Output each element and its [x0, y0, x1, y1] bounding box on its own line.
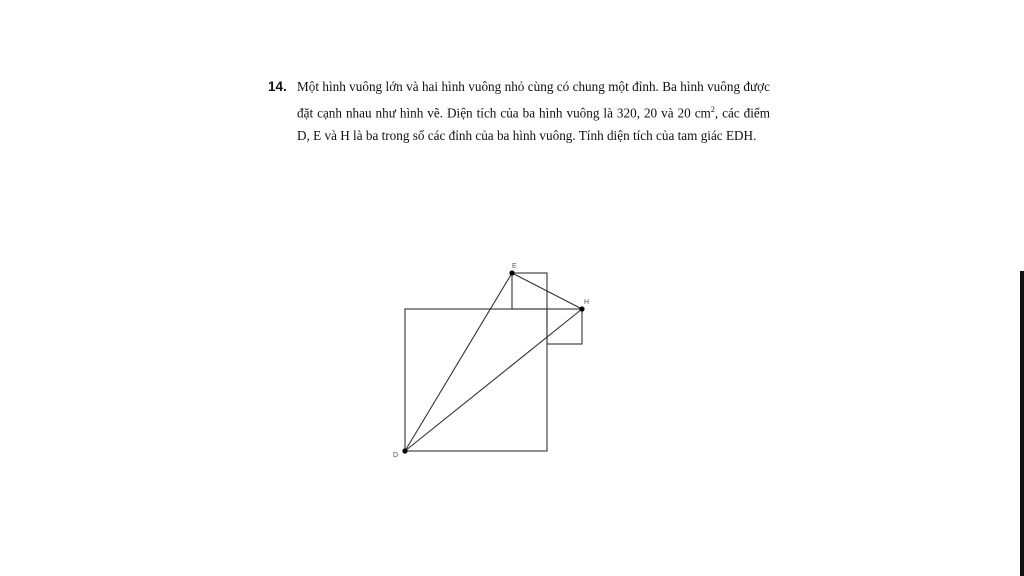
- point-d: [402, 448, 407, 453]
- segment-de: [405, 273, 512, 451]
- label-d: D: [393, 452, 399, 459]
- label-e: E: [512, 263, 517, 270]
- problem-text-part2: , các điểm D, E và H là ba trong số các đỉnh của ba hình vuông. Tính diện tích của tam giác EDH.: [297, 105, 771, 144]
- problem-number: 14.: [268, 79, 287, 94]
- problem-text-part1: Một hình vuông lớn và hai hình vuông nhỏ cùng có chung một đỉnh. Ba hình vuông được đặt cạnh nhau như hình vẽ. Diện tích của ba hình vuông là 320, 20 và 20 cm: [297, 79, 770, 121]
- point-e: [509, 270, 514, 275]
- segment-dh: [405, 309, 582, 451]
- small-square-top: [512, 273, 547, 309]
- large-square: [405, 309, 547, 451]
- point-h: [579, 306, 584, 311]
- small-square-right: [547, 309, 582, 344]
- page-edge-bar: [1020, 271, 1024, 576]
- unit-superscript: 2: [710, 105, 715, 114]
- label-h: H: [584, 299, 590, 306]
